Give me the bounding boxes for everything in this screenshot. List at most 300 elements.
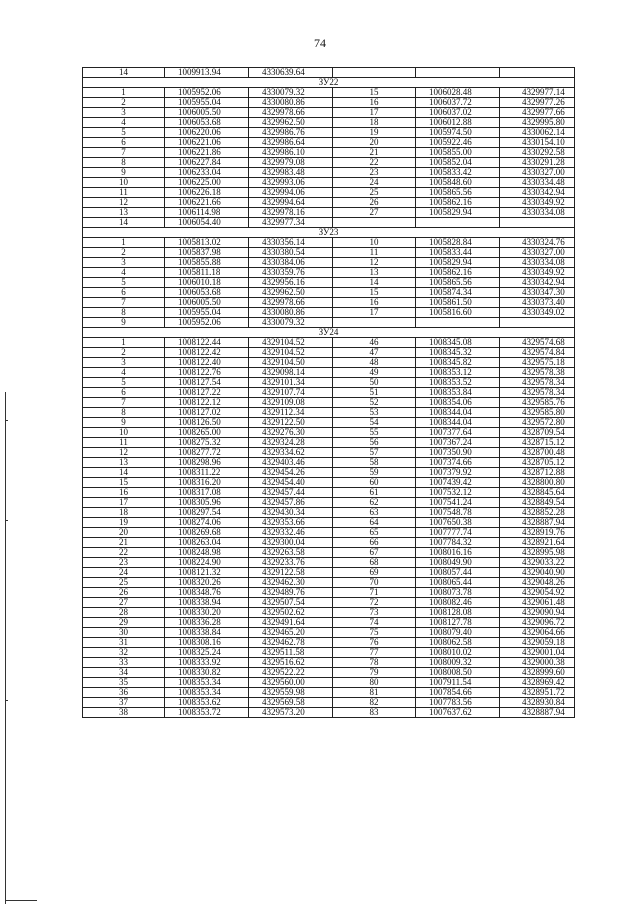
y-coordinate-cell: 4329574.84 (500, 348, 575, 358)
x-coordinate-cell: 1006220.06 (165, 128, 249, 138)
table-row (83, 148, 575, 158)
point-number-cell: 5 (83, 278, 165, 288)
x-coordinate-cell: 1008049.90 (416, 558, 500, 568)
point-number-cell: 16 (83, 488, 165, 498)
y-coordinate-cell: 4328709.54 (500, 428, 575, 438)
y-coordinate-cell: 4329454.40 (249, 478, 333, 488)
y-coordinate-cell: 4329489.76 (249, 588, 333, 598)
point-number-cell: 21 (333, 148, 416, 158)
table-row (83, 638, 575, 648)
y-coordinate-cell: 4329516.62 (249, 658, 333, 668)
table-row (83, 158, 575, 168)
x-coordinate-cell: 1008344.04 (416, 418, 500, 428)
margin-tick (5, 420, 8, 421)
table-row (83, 98, 575, 108)
y-coordinate-cell: 4328712.88 (500, 468, 575, 478)
coordinates-table-body (83, 68, 575, 718)
x-coordinate-cell: 1008311.22 (165, 468, 249, 478)
x-coordinate-cell: 1008122.42 (165, 348, 249, 358)
point-number-cell: 1 (83, 338, 165, 348)
table-row (83, 108, 575, 118)
y-coordinate-cell: 4328921.64 (500, 538, 575, 548)
point-number-cell: 1 (83, 238, 165, 248)
x-coordinate-cell: 1008265.00 (165, 428, 249, 438)
point-number-cell: 32 (83, 648, 165, 658)
point-number-cell: 57 (333, 448, 416, 458)
y-coordinate-cell: 4329061.48 (500, 598, 575, 608)
x-coordinate-cell: 1005829.94 (416, 258, 500, 268)
point-number-cell: 20 (83, 528, 165, 538)
y-coordinate-cell: 4329033.22 (500, 558, 575, 568)
x-coordinate-cell: 1008082.46 (416, 598, 500, 608)
point-number-cell: 82 (333, 698, 416, 708)
x-coordinate-cell: 1008308.16 (165, 638, 249, 648)
point-number-cell: 15 (333, 288, 416, 298)
y-coordinate-cell: 4329573.20 (249, 708, 333, 718)
point-number-cell: 19 (83, 518, 165, 528)
y-coordinate-cell: 4329995.80 (500, 118, 575, 128)
table-row (83, 248, 575, 258)
y-coordinate-cell: 4329457.86 (249, 498, 333, 508)
table-row (83, 458, 575, 468)
y-coordinate-cell: 4330291.28 (500, 158, 575, 168)
y-coordinate-cell: 4329585.76 (500, 398, 575, 408)
point-number-cell (333, 68, 416, 78)
table-row (83, 468, 575, 478)
table-row (83, 218, 575, 228)
table-row (83, 438, 575, 448)
table-row (83, 658, 575, 668)
point-number-cell: 12 (333, 258, 416, 268)
table-row (83, 708, 575, 718)
y-coordinate-cell: 4329578.34 (500, 378, 575, 388)
x-coordinate-cell: 1007379.92 (416, 468, 500, 478)
y-coordinate-cell: 4330324.76 (500, 238, 575, 248)
x-coordinate-cell: 1006005.50 (165, 298, 249, 308)
point-number-cell: 74 (333, 618, 416, 628)
x-coordinate-cell: 1008263.04 (165, 538, 249, 548)
point-number-cell: 2 (83, 98, 165, 108)
x-coordinate-cell: 1008126.50 (165, 418, 249, 428)
point-number-cell: 13 (333, 268, 416, 278)
point-number-cell: 17 (333, 108, 416, 118)
y-coordinate-cell: 4329454.26 (249, 468, 333, 478)
x-coordinate-cell: 1008008.50 (416, 668, 500, 678)
x-coordinate-cell: 1008224.90 (165, 558, 249, 568)
x-coordinate-cell: 1008354.06 (416, 398, 500, 408)
point-number-cell: 27 (333, 208, 416, 218)
point-number-cell: 8 (83, 308, 165, 318)
y-coordinate-cell: 4329334.62 (249, 448, 333, 458)
y-coordinate-cell: 4329986.76 (249, 128, 333, 138)
x-coordinate-cell: 1008330.82 (165, 668, 249, 678)
point-number-cell: 52 (333, 398, 416, 408)
x-coordinate-cell: 1008127.22 (165, 388, 249, 398)
x-coordinate-cell: 1008009.32 (416, 658, 500, 668)
y-coordinate-cell: 4329977.26 (500, 98, 575, 108)
x-coordinate-cell: 1008073.78 (416, 588, 500, 598)
y-coordinate-cell: 4330327.00 (500, 168, 575, 178)
y-coordinate-cell: 4328995.98 (500, 548, 575, 558)
y-coordinate-cell: 4329000.38 (500, 658, 575, 668)
x-coordinate-cell: 1005816.60 (416, 308, 500, 318)
x-coordinate-cell: 1007637.62 (416, 708, 500, 718)
y-coordinate-cell: 4329575.18 (500, 358, 575, 368)
table-row (83, 628, 575, 638)
x-coordinate-cell: 1005955.04 (165, 98, 249, 108)
point-number-cell: 7 (83, 398, 165, 408)
x-coordinate-cell: 1008320.26 (165, 578, 249, 588)
point-number-cell: 26 (333, 198, 416, 208)
y-coordinate-cell: 4329978.16 (249, 208, 333, 218)
y-coordinate-cell: 4329462.78 (249, 638, 333, 648)
x-coordinate-cell: 1007911.54 (416, 678, 500, 688)
y-coordinate-cell: 4329491.64 (249, 618, 333, 628)
point-number-cell: 6 (83, 388, 165, 398)
y-coordinate-cell: 4329511.58 (249, 648, 333, 658)
x-coordinate-cell: 1008065.44 (416, 578, 500, 588)
x-coordinate-cell: 1008127.02 (165, 408, 249, 418)
y-coordinate-cell: 4330384.06 (249, 258, 333, 268)
x-coordinate-cell: 1008317.08 (165, 488, 249, 498)
x-coordinate-cell: 1008298.96 (165, 458, 249, 468)
table-row (83, 378, 575, 388)
x-coordinate-cell: 1005828.84 (416, 238, 500, 248)
point-number-cell: 16 (333, 298, 416, 308)
point-number-cell: 24 (83, 568, 165, 578)
point-number-cell: 10 (83, 428, 165, 438)
y-coordinate-cell: 4330342.94 (500, 188, 575, 198)
x-coordinate-cell: 1008079.40 (416, 628, 500, 638)
point-number-cell: 71 (333, 588, 416, 598)
point-number-cell: 53 (333, 408, 416, 418)
point-number-cell: 14 (83, 218, 165, 228)
point-number-cell: 4 (83, 268, 165, 278)
point-number-cell: 23 (333, 168, 416, 178)
x-coordinate-cell: 1005855.00 (416, 148, 500, 158)
y-coordinate-cell: 4329962.50 (249, 288, 333, 298)
point-number-cell: 13 (83, 208, 165, 218)
y-coordinate-cell: 4329107.74 (249, 388, 333, 398)
x-coordinate-cell: 1005829.94 (416, 208, 500, 218)
x-coordinate-cell: 1006221.06 (165, 138, 249, 148)
y-coordinate-cell: 4328930.84 (500, 698, 575, 708)
table-row (83, 188, 575, 198)
x-coordinate-cell: 1008248.98 (165, 548, 249, 558)
y-coordinate-cell: 4330356.14 (249, 238, 333, 248)
y-coordinate-cell: 4329048.26 (500, 578, 575, 588)
point-number-cell: 19 (333, 128, 416, 138)
x-coordinate-cell: 1005862.16 (416, 268, 500, 278)
table-row (83, 518, 575, 528)
point-number-cell: 2 (83, 248, 165, 258)
y-coordinate-cell: 4329977.14 (500, 88, 575, 98)
x-coordinate-cell: 1006005.50 (165, 108, 249, 118)
point-number-cell: 23 (83, 558, 165, 568)
table-row (83, 428, 575, 438)
y-coordinate-cell: 4329101.34 (249, 378, 333, 388)
x-coordinate-cell: 1007374.66 (416, 458, 500, 468)
x-coordinate-cell: 1007377.64 (416, 428, 500, 438)
y-coordinate-cell: 4329578.38 (500, 368, 575, 378)
table-row (83, 178, 575, 188)
y-coordinate-cell: 4330639.64 (249, 68, 333, 78)
y-coordinate-cell: 4329001.04 (500, 648, 575, 658)
table-row (83, 418, 575, 428)
x-coordinate-cell: 1006053.68 (165, 288, 249, 298)
point-number-cell: 14 (83, 68, 165, 78)
point-number-cell: 26 (83, 588, 165, 598)
x-coordinate-cell: 1005852.04 (416, 158, 500, 168)
point-number-cell: 10 (83, 178, 165, 188)
x-coordinate-cell: 1006227.84 (165, 158, 249, 168)
y-coordinate-cell: 4329233.76 (249, 558, 333, 568)
y-coordinate-cell: 4328849.54 (500, 498, 575, 508)
x-coordinate-cell: 1008353.34 (165, 688, 249, 698)
table-row (83, 528, 575, 538)
y-coordinate-cell: 4329560.00 (249, 678, 333, 688)
point-number-cell: 63 (333, 508, 416, 518)
x-coordinate-cell: 1008353.34 (165, 678, 249, 688)
x-coordinate-cell: 1006037.72 (416, 98, 500, 108)
y-coordinate-cell: 4329090.94 (500, 608, 575, 618)
point-number-cell: 61 (333, 488, 416, 498)
y-coordinate-cell: 4329457.44 (249, 488, 333, 498)
point-number-cell: 48 (333, 358, 416, 368)
x-coordinate-cell: 1008305.96 (165, 498, 249, 508)
point-number-cell: 18 (333, 118, 416, 128)
table-row (83, 508, 575, 518)
x-coordinate-cell: 1008338.94 (165, 598, 249, 608)
point-number-cell (333, 218, 416, 228)
y-coordinate-cell: 4328705.12 (500, 458, 575, 468)
y-coordinate-cell: 4330349.92 (500, 268, 575, 278)
x-coordinate-cell: 1005974.50 (416, 128, 500, 138)
y-coordinate-cell: 4328969.42 (500, 678, 575, 688)
y-coordinate-cell: 4330347.30 (500, 288, 575, 298)
x-coordinate-cell: 1008353.12 (416, 368, 500, 378)
point-number-cell: 1 (83, 88, 165, 98)
x-coordinate-cell: 1007777.74 (416, 528, 500, 538)
y-coordinate-cell: 4329332.46 (249, 528, 333, 538)
x-coordinate-cell: 1008127.54 (165, 378, 249, 388)
point-number-cell: 4 (83, 118, 165, 128)
y-coordinate-cell: 4329578.34 (500, 388, 575, 398)
point-number-cell: 79 (333, 668, 416, 678)
point-number-cell: 55 (333, 428, 416, 438)
point-number-cell: 3 (83, 108, 165, 118)
point-number-cell: 12 (83, 198, 165, 208)
x-coordinate-cell: 1008353.52 (416, 378, 500, 388)
point-number-cell: 11 (83, 188, 165, 198)
x-coordinate-cell: 1006221.66 (165, 198, 249, 208)
section-title: ЗУ22 (83, 78, 575, 88)
y-coordinate-cell: 4330334.48 (500, 178, 575, 188)
table-row (83, 258, 575, 268)
point-number-cell: 78 (333, 658, 416, 668)
point-number-cell: 14 (333, 278, 416, 288)
x-coordinate-cell: 1005874.34 (416, 288, 500, 298)
x-coordinate-cell: 1006028.48 (416, 88, 500, 98)
y-coordinate-cell: 4329122.58 (249, 568, 333, 578)
point-number-cell: 46 (333, 338, 416, 348)
table-row (83, 668, 575, 678)
table-row (83, 278, 575, 288)
y-coordinate-cell: 4329104.52 (249, 348, 333, 358)
y-coordinate-cell: 4328845.64 (500, 488, 575, 498)
y-coordinate-cell: 4329465.20 (249, 628, 333, 638)
table-row (83, 338, 575, 348)
x-coordinate-cell: 1006114.98 (165, 208, 249, 218)
x-coordinate-cell: 1008269.68 (165, 528, 249, 538)
section-title: ЗУ24 (83, 328, 575, 338)
x-coordinate-cell: 1008122.44 (165, 338, 249, 348)
y-coordinate-cell: 4329994.64 (249, 198, 333, 208)
table-row (83, 238, 575, 248)
x-coordinate-cell: 1008122.76 (165, 368, 249, 378)
table-row (83, 488, 575, 498)
table-row (83, 128, 575, 138)
point-number-cell: 59 (333, 468, 416, 478)
point-number-cell: 24 (333, 178, 416, 188)
section-header-row (83, 328, 575, 338)
y-coordinate-cell: 4330349.92 (500, 198, 575, 208)
point-number-cell: 54 (333, 418, 416, 428)
point-number-cell: 30 (83, 628, 165, 638)
point-number-cell: 6 (83, 138, 165, 148)
y-coordinate-cell: 4329502.62 (249, 608, 333, 618)
x-coordinate-cell: 1008127.78 (416, 618, 500, 628)
point-number-cell: 28 (83, 608, 165, 618)
table-row (83, 138, 575, 148)
y-coordinate-cell: 4329263.58 (249, 548, 333, 558)
x-coordinate-cell: 1008062.58 (416, 638, 500, 648)
y-coordinate-cell: 4328715.12 (500, 438, 575, 448)
y-coordinate-cell: 4329979.08 (249, 158, 333, 168)
y-coordinate-cell: 4330080.86 (249, 98, 333, 108)
table-row (83, 478, 575, 488)
point-number-cell: 11 (83, 438, 165, 448)
x-coordinate-cell: 1005922.46 (416, 138, 500, 148)
point-number-cell: 7 (83, 148, 165, 158)
point-number-cell: 17 (83, 498, 165, 508)
point-number-cell: 5 (83, 128, 165, 138)
point-number-cell: 67 (333, 548, 416, 558)
table-row (83, 398, 575, 408)
point-number-cell: 15 (333, 88, 416, 98)
y-coordinate-cell: 4328951.72 (500, 688, 575, 698)
x-coordinate-cell: 1005955.04 (165, 308, 249, 318)
point-number-cell: 50 (333, 378, 416, 388)
point-number-cell: 33 (83, 658, 165, 668)
point-number-cell: 73 (333, 608, 416, 618)
x-coordinate-cell: 1005952.06 (165, 318, 249, 328)
y-coordinate-cell: 4329122.50 (249, 418, 333, 428)
point-number-cell: 2 (83, 348, 165, 358)
y-coordinate-cell: 4330334.08 (500, 208, 575, 218)
y-coordinate-cell: 4329986.64 (249, 138, 333, 148)
table-row (83, 568, 575, 578)
y-coordinate-cell (500, 318, 575, 328)
y-coordinate-cell: 4329977.66 (500, 108, 575, 118)
x-coordinate-cell: 1006226.18 (165, 188, 249, 198)
point-number-cell: 22 (83, 548, 165, 558)
point-number-cell: 20 (333, 138, 416, 148)
y-coordinate-cell: 4330079.32 (249, 318, 333, 328)
point-number-cell: 47 (333, 348, 416, 358)
y-coordinate-cell: 4329109.08 (249, 398, 333, 408)
y-coordinate-cell: 4329054.92 (500, 588, 575, 598)
y-coordinate-cell: 4329098.14 (249, 368, 333, 378)
y-coordinate-cell: 4329977.34 (249, 218, 333, 228)
point-number-cell: 10 (333, 238, 416, 248)
y-coordinate-cell: 4328919.76 (500, 528, 575, 538)
table-row (83, 68, 575, 78)
x-coordinate-cell: 1007439.42 (416, 478, 500, 488)
margin-tick (5, 520, 8, 521)
y-coordinate-cell: 4329324.28 (249, 438, 333, 448)
point-number-cell: 14 (83, 468, 165, 478)
x-coordinate-cell: 1007854.66 (416, 688, 500, 698)
table-row (83, 618, 575, 628)
x-coordinate-cell: 1005855.88 (165, 258, 249, 268)
point-number-cell: 7 (83, 298, 165, 308)
y-coordinate-cell: 4329276.30 (249, 428, 333, 438)
x-coordinate-cell: 1006037.02 (416, 108, 500, 118)
table-row (83, 368, 575, 378)
x-coordinate-cell: 1008344.04 (416, 408, 500, 418)
point-number-cell: 9 (83, 168, 165, 178)
x-coordinate-cell: 1008348.76 (165, 588, 249, 598)
y-coordinate-cell: 4329522.22 (249, 668, 333, 678)
x-coordinate-cell: 1005848.60 (416, 178, 500, 188)
y-coordinate-cell: 4329064.66 (500, 628, 575, 638)
x-coordinate-cell: 1008274.06 (165, 518, 249, 528)
y-coordinate-cell: 4329569.58 (249, 698, 333, 708)
point-number-cell: 58 (333, 458, 416, 468)
y-coordinate-cell: 4329986.10 (249, 148, 333, 158)
x-coordinate-cell: 1005811.18 (165, 268, 249, 278)
point-number-cell: 9 (83, 318, 165, 328)
x-coordinate-cell: 1008122.40 (165, 358, 249, 368)
table-row (83, 548, 575, 558)
point-number-cell: 36 (83, 688, 165, 698)
x-coordinate-cell: 1008121.32 (165, 568, 249, 578)
table-row (83, 558, 575, 568)
y-coordinate-cell: 4329956.16 (249, 278, 333, 288)
x-coordinate-cell: 1005833.42 (416, 168, 500, 178)
point-number-cell: 11 (333, 248, 416, 258)
y-coordinate-cell: 4330359.76 (249, 268, 333, 278)
y-coordinate-cell: 4329040.90 (500, 568, 575, 578)
x-coordinate-cell (416, 218, 500, 228)
x-coordinate-cell: 1008128.08 (416, 608, 500, 618)
table-row (83, 358, 575, 368)
y-coordinate-cell: 4329462.30 (249, 578, 333, 588)
footer-rule (5, 900, 37, 901)
point-number-cell: 16 (333, 98, 416, 108)
table-row (83, 88, 575, 98)
y-coordinate-cell: 4330154.10 (500, 138, 575, 148)
point-number-cell: 25 (333, 188, 416, 198)
table-row (83, 388, 575, 398)
x-coordinate-cell: 1008353.72 (165, 708, 249, 718)
point-number-cell: 31 (83, 638, 165, 648)
y-coordinate-cell: 4330292.58 (500, 148, 575, 158)
table-row (83, 348, 575, 358)
y-coordinate-cell: 4330327.00 (500, 248, 575, 258)
point-number-cell: 37 (83, 698, 165, 708)
